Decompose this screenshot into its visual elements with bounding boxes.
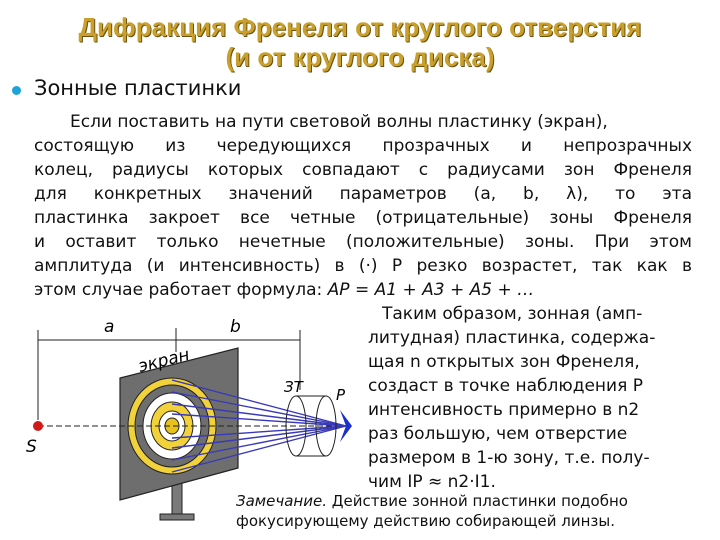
right-line-3: щая n открытых зон Френеля, xyxy=(368,352,640,372)
zone-plate-diagram xyxy=(0,300,370,540)
right-line-6: раз большую, чем отверстие xyxy=(368,424,628,444)
note-line-2: фокусирующему действию собирающей линзы. xyxy=(236,512,615,530)
paragraph-line-2: состоящую из чередующихся прозрачных и непрозрачных xyxy=(34,136,692,156)
paragraph-line-4: для конкретных значений параметров (a, b, λ), то эта xyxy=(34,184,692,204)
paragraph-line-1: Если поставить на пути световой волны пластинку (экран), xyxy=(70,112,608,132)
right-line-8: чим IP ≈ n2·I1. xyxy=(368,472,496,492)
paragraph-line-6: и оставит только нечетные (положительные) зоны. При этом xyxy=(34,232,692,252)
label-s: S xyxy=(26,437,37,457)
note-text-1: Действие зонной пластинки подобно xyxy=(331,492,628,510)
label-b: b xyxy=(230,317,241,337)
formula-line xyxy=(34,280,534,300)
label-p: P xyxy=(336,386,346,404)
note-label: Замечание. xyxy=(236,492,327,510)
screen-stand-base xyxy=(160,514,194,520)
label-a: a xyxy=(104,317,115,337)
formula-line-text: этом случае работает формула: xyxy=(34,280,323,300)
bullet-dot xyxy=(12,86,21,95)
right-line-7: размером в 1-ю зону, т.е. полу- xyxy=(368,448,650,468)
paragraph-line-7: амплитуда (и интенсивность) в (·) P резко возрастет, так как в xyxy=(34,256,692,276)
right-line-2: литудная) пластинка, содержа- xyxy=(368,328,656,348)
paragraph-line-5: пластинка закроет все четные (отрицательные) зоны Френеля xyxy=(34,208,692,228)
right-line-4: создаст в точке наблюдения P xyxy=(368,376,643,396)
paragraph-line-3: колец, радиусы которых совпадают с радиусами зон Френеля xyxy=(34,160,692,180)
bullet-heading: Зонные пластинки xyxy=(34,76,242,100)
point-s xyxy=(33,421,43,431)
label-zt: ЗТ xyxy=(284,378,303,396)
title-line-1: Дифракция Френеля от круглого отверстия xyxy=(78,12,642,42)
right-line-1: Таким образом, зонная (амп- xyxy=(382,304,643,324)
right-line-5: интенсивность примерно в n2 xyxy=(368,400,640,420)
title-line-2: (и от круглого диска) xyxy=(225,42,495,72)
label-screen: экран xyxy=(136,344,192,377)
formula: AP = A1 + A3 + A5 + … xyxy=(327,280,535,300)
